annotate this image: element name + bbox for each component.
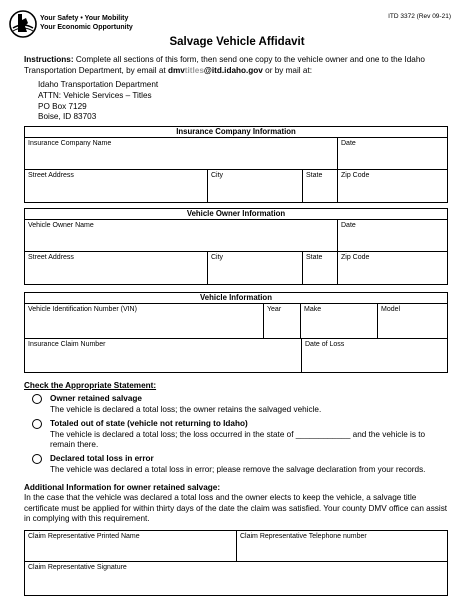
field-label: Insurance Claim Number	[28, 341, 106, 348]
owner-state-field[interactable]	[303, 252, 338, 284]
claim-rep-section	[24, 530, 448, 596]
field-label: Vehicle Owner Name	[28, 222, 94, 229]
model-field[interactable]	[378, 304, 447, 338]
owner-city-field[interactable]	[208, 252, 303, 284]
owner-section	[24, 208, 448, 285]
field-label: Date of Loss	[305, 341, 345, 348]
address-line: PO Box 7129	[38, 101, 87, 111]
field-label: Zip Code	[341, 254, 370, 261]
tagline-line-2: Your Economic Opportunity	[40, 24, 133, 31]
idaho-itd-logo	[9, 9, 37, 39]
instructions-text-1: Complete all sections of this form, then send one copy to the vehicle owner and one to the Idaho Transportation Department, by email at	[24, 55, 425, 75]
field-label: City	[211, 254, 224, 261]
owner-row-1	[25, 220, 447, 252]
insurance-city-field[interactable]	[208, 170, 303, 202]
claim-rep-signature-field[interactable]	[25, 562, 447, 573]
field-label: City	[211, 172, 224, 179]
insurance-zip-field[interactable]	[338, 170, 447, 202]
vehicle-row-2	[25, 339, 447, 372]
option-out-of-state-radio[interactable]	[32, 419, 42, 429]
insurance-date-field[interactable]	[338, 138, 447, 169]
tagline-line-1: Your Safety • Your Mobility	[40, 15, 129, 22]
email-part-2: titles	[184, 65, 204, 75]
owner-row-2	[25, 252, 447, 284]
field-label: Street Address	[28, 172, 74, 179]
additional-info-text: In the case that the vehicle was declared a total loss and the owner elects to keep the vehicle, a salvage title certificate must be applied for within thirty days of the date the claim was satisfied. Your county DMV office can assist in complying with this requirement.	[24, 493, 448, 523]
insurance-section-title: Insurance Company Information	[25, 127, 447, 138]
option-description: The vehicle is declared a total loss; the loss occurred in the state of ____________ and the vehicle is to remain there.	[50, 429, 426, 450]
option-text	[50, 419, 450, 451]
claim-rep-name-field[interactable]	[25, 531, 237, 561]
field-label: Vehicle Identification Number (VIN)	[28, 306, 137, 313]
option-title: Owner retained salvage	[50, 394, 142, 403]
instructions-label: Instructions:	[24, 55, 74, 64]
option-text	[50, 394, 450, 415]
option-title: Totaled out of state (vehicle not returning to Idaho)	[50, 419, 248, 428]
field-label: Model	[381, 306, 401, 313]
insurance-section	[24, 126, 448, 203]
vehicle-section	[24, 292, 448, 373]
page-title: Salvage Vehicle Affidavit	[169, 36, 305, 48]
insurance-state-field[interactable]	[303, 170, 338, 202]
insurance-street-field[interactable]	[25, 170, 208, 202]
field-label: Date	[341, 222, 356, 229]
address-line: ATTN: Vehicle Services – Titles	[38, 90, 152, 100]
field-label: Claim Representative Signature	[28, 564, 127, 571]
field-label: Date	[341, 140, 356, 147]
tagline	[40, 14, 133, 32]
statement-title: Check the Appropriate Statement:	[24, 381, 157, 390]
owner-date-field[interactable]	[338, 220, 447, 251]
field-label: Street Address	[28, 254, 74, 261]
insurance-row-2	[25, 170, 447, 202]
owner-street-field[interactable]	[25, 252, 208, 284]
insurance-company-name-field[interactable]	[25, 138, 338, 169]
option-owner-retained-radio[interactable]	[32, 394, 42, 404]
option-description: The vehicle is declared a total loss; the owner retains the salvaged vehicle.	[50, 404, 322, 414]
option-text	[50, 454, 450, 475]
field-label: Claim Representative Printed Name	[28, 533, 140, 540]
email-part-3: @itd.idaho.gov	[203, 65, 263, 75]
owner-zip-field[interactable]	[338, 252, 447, 284]
claim-rep-phone-field[interactable]	[237, 531, 447, 561]
field-label: Zip Code	[341, 172, 370, 179]
email-part-1: dmv	[167, 65, 185, 75]
claim-rep-row-1	[25, 531, 447, 562]
address-line: Boise, ID 83703	[38, 112, 97, 122]
vehicle-section-title: Vehicle Information	[25, 293, 447, 304]
owner-name-field[interactable]	[25, 220, 338, 251]
vin-field[interactable]	[25, 304, 264, 338]
field-label: State	[306, 254, 323, 261]
field-label: Year	[267, 306, 282, 313]
field-label: State	[306, 172, 323, 179]
year-field[interactable]	[264, 304, 301, 338]
make-field[interactable]	[301, 304, 378, 338]
email-link[interactable]	[168, 66, 263, 75]
field-label: Claim Representative Telephone number	[240, 533, 367, 540]
instructions-text-2: or by mail at:	[262, 65, 313, 75]
option-title: Declared total loss in error	[50, 454, 154, 463]
option-declared-in-error-radio[interactable]	[32, 454, 42, 464]
field-label: Make	[304, 306, 322, 313]
mailing-address	[38, 80, 158, 123]
claim-number-field[interactable]	[25, 339, 302, 372]
vehicle-row-1	[25, 304, 447, 339]
owner-section-title: Vehicle Owner Information	[25, 209, 447, 220]
insurance-row-1	[25, 138, 447, 170]
instructions	[24, 55, 454, 76]
additional-info-title: Additional Information for owner retained salvage:	[24, 483, 221, 492]
form-id: ITD 3372 (Rev 09-21)	[388, 13, 451, 20]
address-line: Idaho Transportation Department	[38, 80, 159, 89]
option-description: The vehicle was declared a total loss in error; please remove the salvage declaration from your records.	[50, 464, 426, 474]
field-label: Insurance Company Name	[28, 140, 112, 147]
date-of-loss-field[interactable]	[302, 339, 447, 372]
